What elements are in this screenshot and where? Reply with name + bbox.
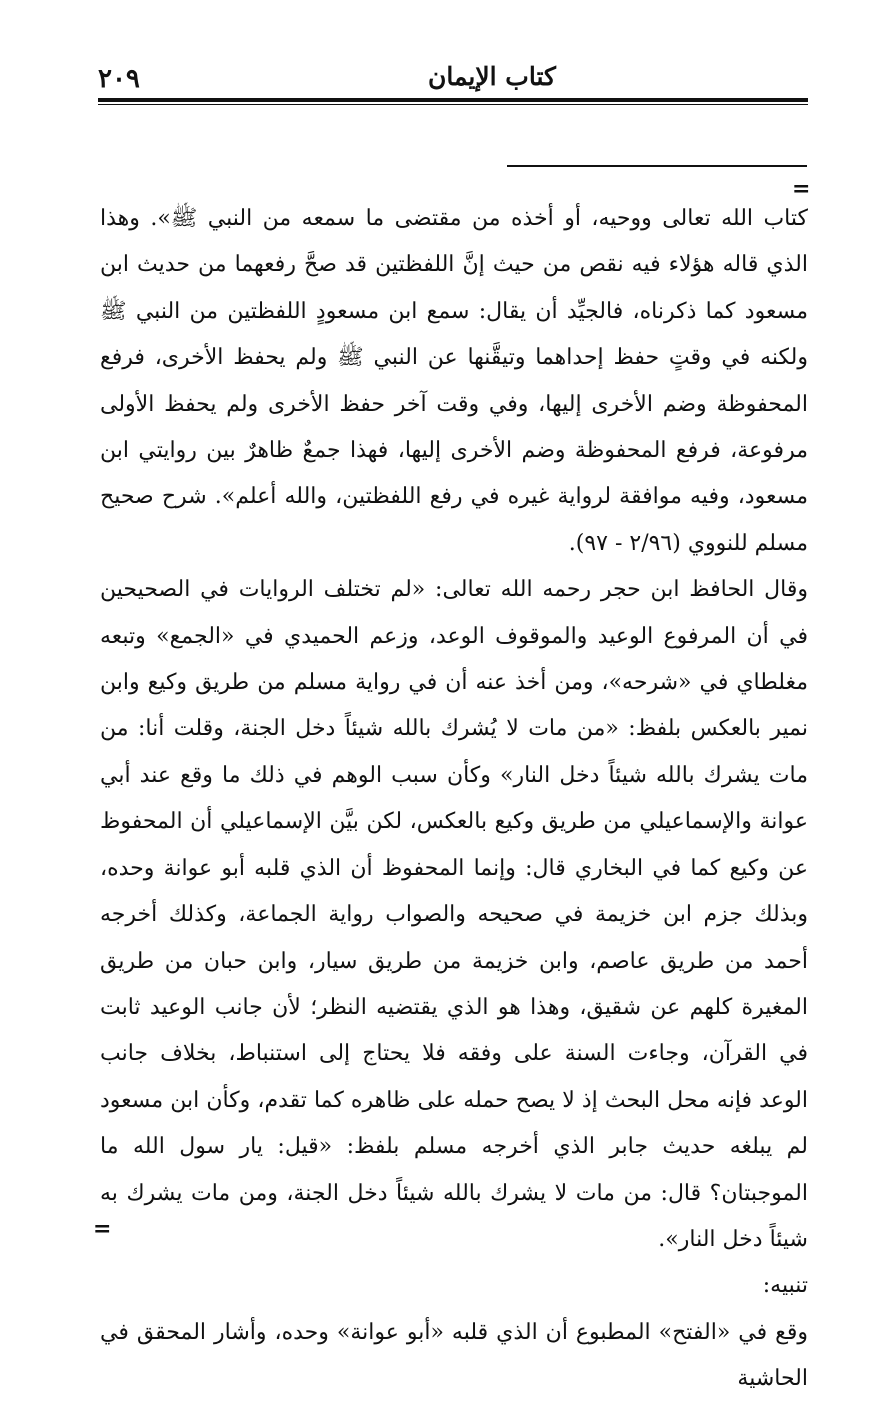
header-rule-thick: [98, 98, 808, 102]
continuation-mark-top: =: [792, 176, 811, 202]
footnote-body: [100, 196, 808, 1403]
footnote-separator: [507, 165, 807, 167]
continuation-mark-bottom: =: [93, 1216, 112, 1242]
header-rule-thin: [98, 104, 808, 105]
page-header: [98, 62, 808, 96]
paragraph-quote-nawawi: كتاب الله تعالى ووحيه، أو أخذه من مقتضى ما سمعه من النبي ﷺ». وهذا الذي قاله هؤلاء فيه نقص من حيث إنَّ اللفظتين قد صحَّ رفعهما من حديث ابن مسعود كما ذكرناه، فالجيِّد أن يقال: سمع ابن مسعودٍ اللفظتين من النبي ﷺ ولكنه في وقتٍ حفظ إحداهما وتيقَّنها عن النبي ﷺ ولم يحفظ الأخرى، فرفع المحفوظة وضم الأخرى إليها، وفي وقت آخر حفظ الأخرى ولم يحفظ الأولى مرفوعة، فرفع المحفوظة وضم الأخرى إليها، فهذا جمعٌ ظاهرٌ بين روايتي ابن مسعود، وفيه موافقة لرواية غيره في رفع اللفظتين، والله أعلم». شرح صحيح مسلم للنووي (٢/٩٦ - ٩٧).: [100, 206, 808, 556]
paragraph-ibn-hajar: وقال الحافظ ابن حجر رحمه الله تعالى: «لم تختلف الروايات في الصحيحين في أن المرفوع الوعيد والموقوف الوعد، وزعم الحميدي في «الجمع» وتبعه مغلطاي في «شرحه»، ومن أخذ عنه أن في رواية مسلم من طريق وكيع وابن نمير بالعكس بلفظ: «من مات لا يُشرك بالله شيئاً دخل الجنة، وقلت أنا: من مات يشرك بالله شيئاً دخل النار» وكأن سبب الوهم في ذلك ما وقع عند أبي عوانة والإسماعيلي من طريق وكيع بالعكس، لكن بيَّن الإسماعيلي أن المحفوظ عن وكيع كما في البخاري قال: وإنما المحفوظ أن الذي قلبه أبو عوانة وحده، وبذلك جزم ابن خزيمة في صحيحه والصواب رواية الجماعة، وكذلك أخرجه أحمد من طريق عاصم، وابن خزيمة من طريق سيار، وابن حبان من طريق المغيرة كلهم عن شقيق، وهذا هو الذي يقتضيه النظر؛ لأن جانب الوعيد ثابت في القرآن، وجاءت السنة على وفقه فلا يحتاج إلى استنباط، بخلاف جانب الوعد فإنه محل البحث إذ لا يصح حمله على ظاهره كما تقدم، وكأن ابن مسعود لم يبلغه حديث جابر الذي أخرجه مسلم بلفظ: «قيل: يار سول الله ما الموجبتان؟ قال: من مات لا يشرك بالله شيئاً دخل الجنة، ومن مات يشرك به شيئاً دخل النار».: [100, 577, 808, 1252]
paragraph-tanbih-text: وقع في «الفتح» المطبوع أن الذي قلبه «أبو عوانة» وحده، وأشار المحقق في الحاشية: [100, 1319, 808, 1392]
running-title: كتاب الإيمان: [428, 62, 556, 91]
paragraph-tanbih-heading: تنبيه:: [762, 1273, 808, 1299]
page-number: ٢٠٩: [98, 64, 140, 94]
